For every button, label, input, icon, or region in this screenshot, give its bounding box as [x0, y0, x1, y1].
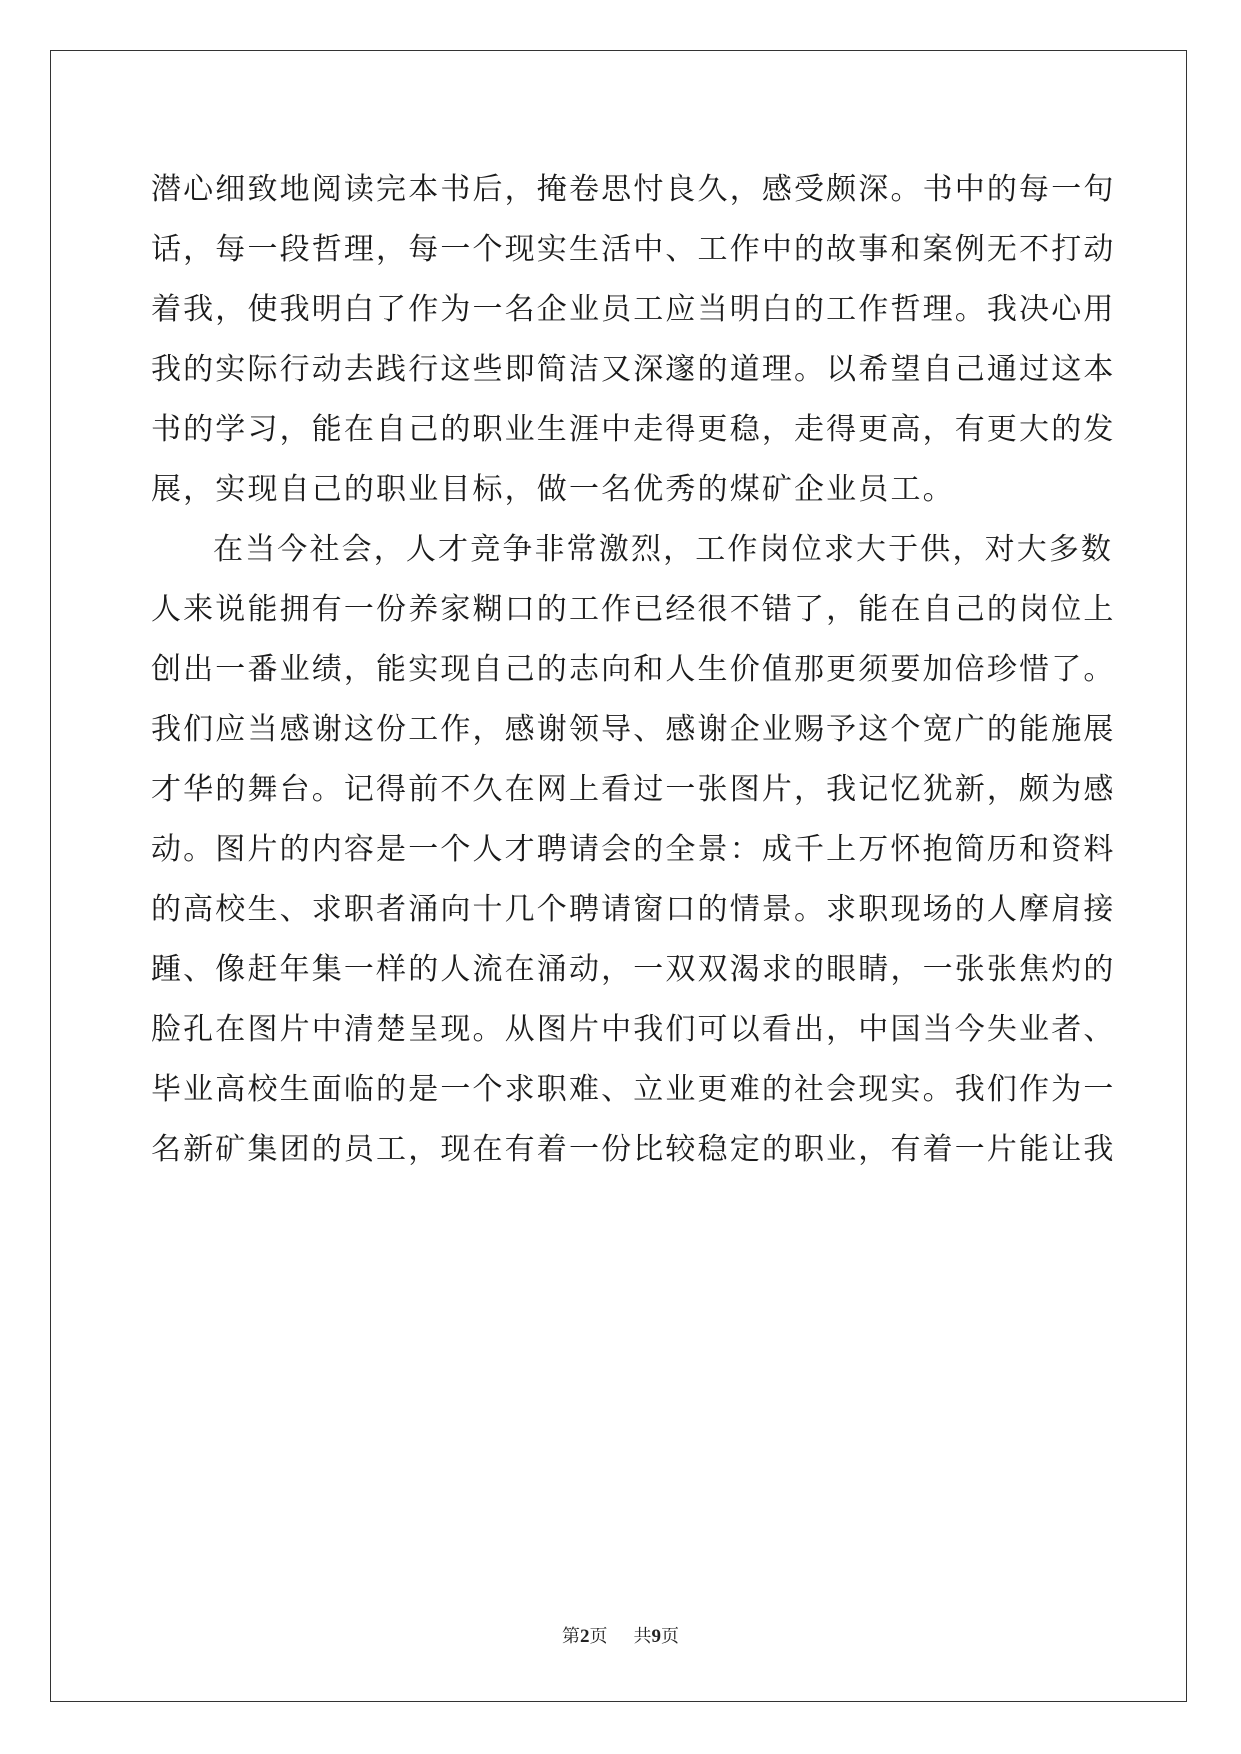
page-prefix: 第 — [562, 1626, 580, 1647]
page-footer — [0, 1622, 1241, 1648]
text-line: 潜心细致地阅读完本书后，掩卷思忖良久，感受颇深。书中的每一句 — [151, 172, 1116, 207]
text-line: 话，每一段哲理，每一个现实生活中、工作中的故事和案例无不打动 — [151, 232, 1116, 267]
text-line: 才华的舞台。记得前不久在网上看过一张图片，我记忆犹新，颇为感 — [151, 772, 1116, 807]
text-line: 动。图片的内容是一个人才聘请会的全景：成千上万怀抱简历和资料 — [151, 832, 1116, 867]
text-line: 毕业高校生面临的是一个求职难、立业更难的社会现实。我们作为一 — [151, 1072, 1116, 1107]
text-line: 的高校生、求职者涌向十几个聘请窗口的情景。求职现场的人摩肩接 — [151, 892, 1116, 927]
text-line: 踵、像赶年集一样的人流在涌动，一双双渴求的眼睛，一张张焦灼的 — [151, 952, 1116, 987]
text-line: 脸孔在图片中清楚呈现。从图片中我们可以看出，中国当今失业者、 — [151, 1012, 1116, 1047]
text-line: 书的学习，能在自己的职业生涯中走得更稳，走得更高，有更大的发 — [151, 412, 1116, 447]
text-line: 在当今社会，人才竞争非常激烈，工作岗位求大于供，对大多数 — [213, 532, 1114, 567]
total-prefix: 共 — [633, 1626, 652, 1647]
text-line: 人来说能拥有一份养家糊口的工作已经很不错了，能在自己的岗位上 — [151, 592, 1116, 627]
text-line: 名新矿集团的员工，现在有着一份比较稳定的职业，有着一片能让我 — [151, 1132, 1116, 1167]
page-number: 2 — [580, 1626, 590, 1647]
total-suffix: 页 — [661, 1626, 679, 1647]
text-line: 我们应当感谢这份工作，感谢领导、感谢企业赐予这个宽广的能施展 — [151, 712, 1116, 747]
text-line: 展，实现自己的职业目标，做一名优秀的煤矿企业员工。 — [151, 472, 955, 507]
total-pages: 9 — [651, 1626, 661, 1647]
text-line: 着我，使我明白了作为一名企业员工应当明白的工作哲理。我决心用 — [151, 292, 1116, 327]
document-body — [151, 160, 1116, 1180]
page-suffix: 页 — [589, 1626, 608, 1647]
text-line: 我的实际行动去践行这些即简洁又深邃的道理。以希望自己通过这本 — [151, 352, 1116, 387]
text-line: 创出一番业绩，能实现自己的志向和人生价值那更须要加倍珍惜了。 — [151, 652, 1116, 687]
